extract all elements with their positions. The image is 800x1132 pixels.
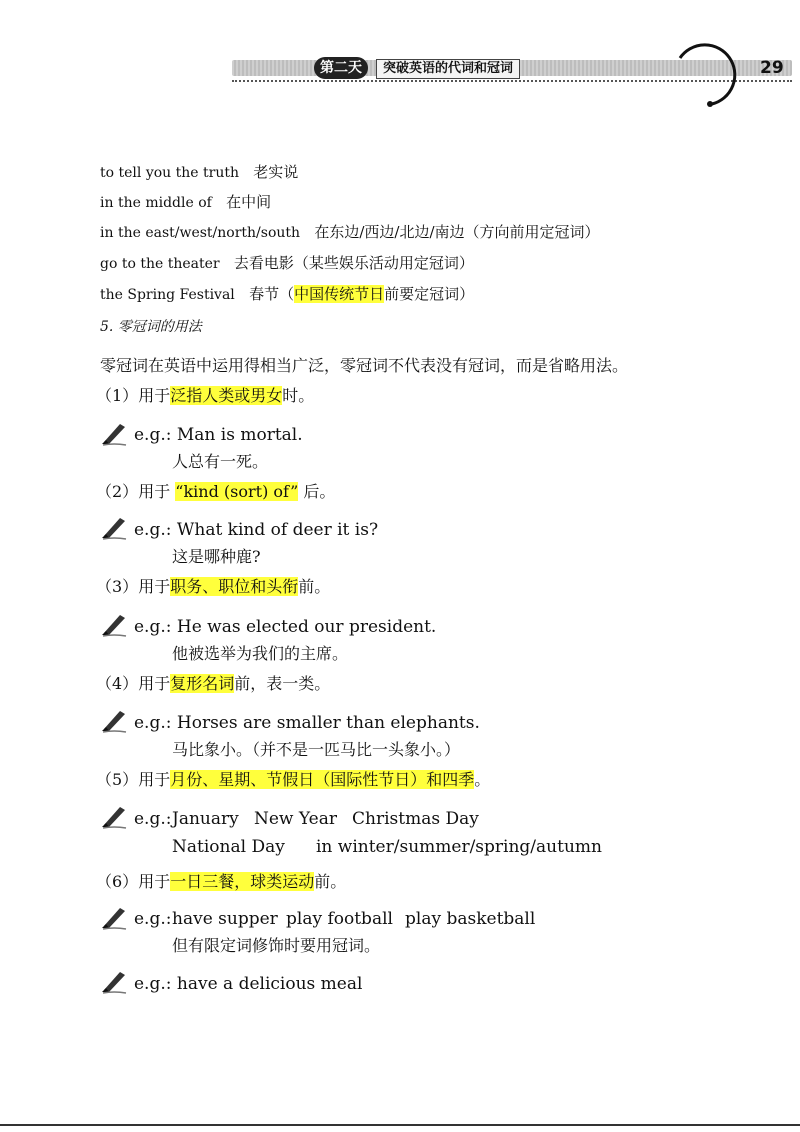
- highlight-text: 泛指人类或男女: [170, 386, 283, 405]
- phrase-en: to tell you the truth: [100, 165, 239, 181]
- example-text: Horses are smaller than elephants.: [176, 713, 480, 733]
- rule-prefix: 用于: [138, 386, 171, 405]
- pen-icon: [100, 611, 130, 637]
- rule-number: （5）: [96, 770, 139, 789]
- phrase-zh: 在中间: [226, 193, 272, 211]
- eg-label: e.g.:: [134, 974, 172, 994]
- example-line: [134, 520, 378, 540]
- example-item: play basketball: [405, 909, 536, 929]
- example-translation: 他被选举为我们的主席。: [172, 644, 349, 663]
- example-item: play football: [286, 909, 393, 929]
- rule-line: [96, 577, 330, 597]
- rule-suffix: 时。: [282, 386, 315, 405]
- phrase-zh: 前要定冠词）: [384, 285, 475, 303]
- phrase-zh: 老实说: [253, 163, 299, 181]
- rule-suffix: 后。: [303, 482, 336, 501]
- phrase-line: [100, 222, 600, 243]
- example-line: [134, 713, 480, 733]
- example-item: in winter/summer/spring/autumn: [316, 837, 602, 857]
- eg-label: e.g.:: [134, 909, 172, 929]
- eg-label: e.g.:: [134, 713, 172, 733]
- eg-label: e.g.:: [134, 520, 172, 540]
- phrase-zh: 春节（: [249, 285, 295, 303]
- rule-suffix: 前。: [298, 577, 331, 596]
- rule-prefix: 用于: [138, 872, 171, 891]
- phrase-en: in the middle of: [100, 195, 212, 211]
- highlight-text: 职务、职位和头衔: [170, 577, 299, 596]
- highlight-text: 月份、星期、节假日（国际性节日）和四季: [170, 770, 475, 789]
- example-item: January: [172, 809, 239, 829]
- phrase-line: [100, 162, 298, 183]
- example-item: have supper: [172, 909, 278, 929]
- pen-icon: [100, 968, 130, 994]
- bottom-rule: [0, 1124, 800, 1126]
- rule-prefix: 用于: [138, 577, 171, 596]
- eg-label: e.g.:: [134, 809, 172, 829]
- rule-line: [96, 674, 330, 694]
- rule-line: [96, 872, 346, 892]
- page-number: 29: [760, 58, 784, 78]
- pen-icon: [100, 707, 130, 733]
- highlight-text: “kind (sort) of”: [175, 482, 299, 501]
- highlight-text: 复形名词: [170, 674, 235, 693]
- phrase-line: [100, 284, 474, 305]
- highlight-text: 中国传统节日: [294, 285, 385, 303]
- example-translation: 但有限定词修饰时要用冠词。: [172, 936, 381, 955]
- eg-label: e.g.:: [134, 617, 172, 637]
- example-translation: 这是哪种鹿?: [172, 547, 261, 566]
- pen-icon: [100, 514, 130, 540]
- example-line: [134, 809, 171, 829]
- rule-prefix: 用于: [138, 674, 171, 693]
- example-line: [134, 909, 171, 929]
- phrase-en: in the east/west/north/south: [100, 225, 301, 241]
- rule-number: （1）: [96, 386, 139, 405]
- example-item: New Year: [254, 809, 337, 829]
- phrase-en: go to the theater: [100, 256, 220, 272]
- rule-number: （4）: [96, 674, 139, 693]
- eg-label: e.g.:: [134, 425, 172, 445]
- example-text: have a delicious meal: [176, 974, 363, 994]
- example-text: Man is mortal.: [176, 425, 303, 445]
- day-badge: 第二天: [314, 57, 368, 79]
- rule-suffix: 前，表一类。: [234, 674, 331, 693]
- example-line: [134, 425, 303, 445]
- example-item: Christmas Day: [352, 809, 479, 829]
- example-line: [134, 617, 436, 637]
- rule-line: [96, 386, 314, 406]
- phrase-line: [100, 192, 271, 213]
- rule-line: [96, 482, 335, 502]
- rule-suffix: 前。: [314, 872, 347, 891]
- phrase-en: the Spring Festival: [100, 287, 235, 303]
- rule-number: （3）: [96, 577, 139, 596]
- chapter-title: 突破英语的代词和冠词: [376, 59, 520, 79]
- example-line: [134, 974, 362, 994]
- rule-suffix: 。: [474, 770, 491, 789]
- section-intro: 零冠词在英语中运用得相当广泛，零冠词不代表没有冠词，而是省略用法。: [100, 356, 629, 375]
- phrase-zh: 去看电影（某些娱乐活动用定冠词）: [233, 254, 474, 272]
- pen-icon: [100, 904, 130, 930]
- example-translation: 人总有一死。: [172, 452, 269, 471]
- rule-number: （2）: [96, 482, 139, 501]
- pen-icon: [100, 803, 130, 829]
- example-item: National Day: [172, 837, 285, 857]
- highlight-text: 一日三餐，球类运动: [170, 872, 315, 891]
- rule-prefix: 用于: [138, 770, 171, 789]
- example-text: He was elected our president.: [176, 617, 437, 637]
- pen-icon: [100, 420, 130, 446]
- phrase-zh: 在东边/西边/北边/南边（方向前用定冠词）: [314, 223, 600, 241]
- example-text: What kind of deer it is?: [176, 520, 379, 540]
- section-heading: 5. 零冠词的用法: [100, 319, 202, 335]
- example-translation: 马比象小。（并不是一匹马比一头象小。）: [172, 740, 461, 759]
- arc-decoration-icon: [672, 28, 750, 110]
- rule-line: [96, 770, 490, 790]
- rule-prefix: 用于: [138, 482, 171, 501]
- rule-number: （6）: [96, 872, 139, 891]
- phrase-line: [100, 253, 474, 274]
